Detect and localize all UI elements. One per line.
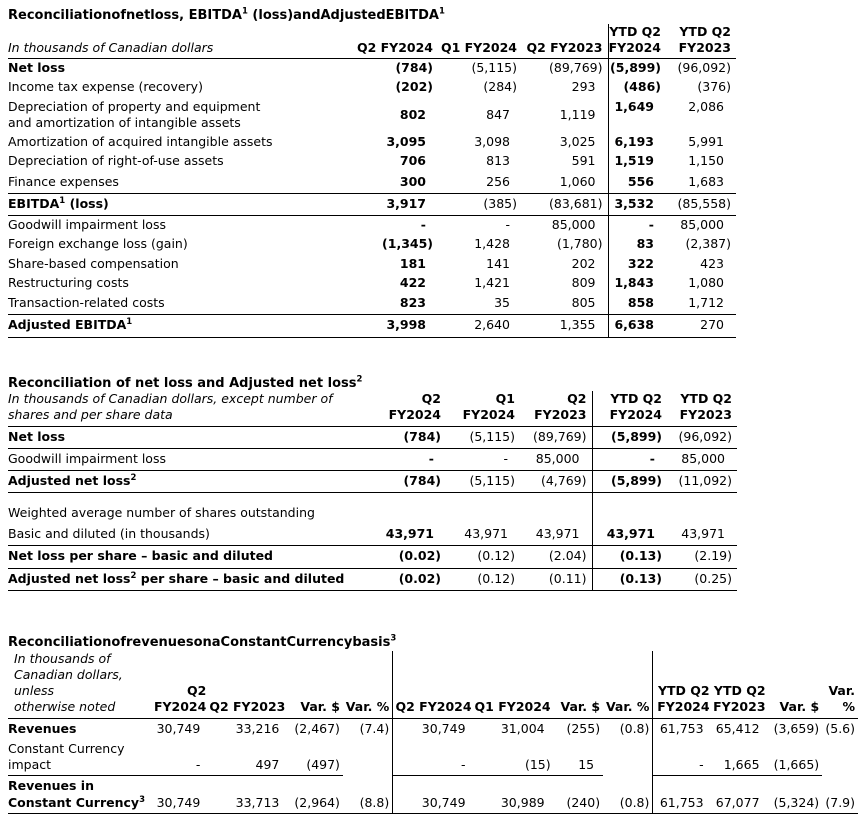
cell: 256 bbox=[438, 172, 522, 194]
row-label: Transaction-related costs bbox=[8, 293, 338, 315]
unit-note: In thousands of Canadian dollars, unless otherwise noted bbox=[8, 651, 150, 719]
table-row bbox=[8, 448, 737, 470]
cell: (11,092) bbox=[667, 471, 737, 493]
cell: 1,843 bbox=[608, 274, 666, 293]
column-header: Var. % bbox=[822, 651, 858, 719]
column-header: Q2 FY2023 bbox=[522, 24, 608, 59]
net-loss-section-title: Reconciliation of net loss and Adjusted net loss$^2$ bbox=[8, 374, 363, 391]
cell bbox=[446, 493, 520, 503]
cell: 31,004 bbox=[500, 720, 545, 736]
cell: 141 bbox=[486, 255, 510, 271]
net-loss-reconciliation-table bbox=[8, 391, 737, 591]
cell: 2,640 bbox=[438, 315, 522, 337]
row-label: Net loss bbox=[8, 60, 66, 76]
cell: 1,649 bbox=[608, 98, 666, 134]
column-header: YTD Q2 FY2024 bbox=[608, 24, 666, 59]
cell: (7.9) bbox=[822, 776, 858, 814]
row-label: Depreciation of right-of-use assets bbox=[8, 153, 224, 169]
cell: 1,519 bbox=[608, 152, 666, 171]
cell: 3,095 bbox=[386, 134, 426, 150]
cell: (2.04) bbox=[520, 546, 592, 568]
ebitda-section-title: Reconciliationofnetloss, EBITDA$^1$ (loss)andAdjustedEBITDA$^1$ bbox=[8, 6, 445, 23]
header-row bbox=[8, 391, 737, 426]
column-header: Q1 FY2024 bbox=[438, 24, 522, 59]
cell: (0.25) bbox=[667, 568, 737, 590]
cell: 43,971 bbox=[520, 524, 592, 546]
cell: 181 bbox=[399, 255, 426, 271]
table-row bbox=[8, 471, 737, 493]
cell: (2.19) bbox=[667, 546, 737, 568]
cell: 85,000 bbox=[680, 217, 724, 233]
table-row bbox=[8, 274, 736, 293]
table-row bbox=[8, 152, 736, 171]
cell bbox=[592, 493, 667, 503]
table-row bbox=[8, 503, 737, 524]
cell: (0.13) bbox=[592, 568, 667, 590]
cell: 1,712 bbox=[666, 293, 736, 315]
cell: (784) bbox=[348, 426, 446, 448]
column-header: YTD Q2 FY2024 bbox=[653, 651, 713, 719]
cell: 67,077 bbox=[713, 776, 769, 814]
row-label: Revenues in Constant Currency$^3$ bbox=[8, 776, 150, 814]
constant-currency-section bbox=[8, 635, 858, 814]
cell: (5,899) bbox=[592, 426, 667, 448]
cell: (376) bbox=[697, 79, 731, 95]
row-label: Finance expenses bbox=[8, 172, 338, 194]
cell bbox=[520, 493, 592, 503]
column-header: Var. % bbox=[343, 651, 393, 719]
row-label: Share-based compensation bbox=[8, 255, 179, 271]
cell: - bbox=[348, 448, 446, 470]
row-label: Revenues bbox=[8, 720, 77, 736]
cell: 43,971 bbox=[592, 524, 667, 546]
cell: 85,000 bbox=[551, 217, 596, 233]
cell: (2,387) bbox=[685, 236, 731, 252]
constant-currency-section-title: ReconciliationofrevenuesonaConstantCurrencybasis$^3$ bbox=[8, 633, 397, 650]
cell: (1,665) bbox=[769, 739, 823, 776]
cell: 6,193 bbox=[608, 133, 666, 152]
cell: (1,345) bbox=[382, 236, 433, 252]
cell: (784) bbox=[348, 471, 446, 493]
cell: - bbox=[420, 217, 426, 233]
cell: 3,998 bbox=[338, 315, 438, 337]
cell: - bbox=[446, 448, 520, 470]
cell: 202 bbox=[571, 255, 596, 271]
net-loss-reconciliation-section bbox=[8, 376, 858, 591]
cell: 1,421 bbox=[474, 274, 510, 290]
cell: (15) bbox=[475, 739, 554, 776]
cell: - bbox=[505, 217, 510, 233]
cell: 322 bbox=[608, 255, 666, 274]
cell: (96,092) bbox=[667, 426, 737, 448]
cell: 33,713 bbox=[209, 776, 288, 814]
column-header: Q1 FY2024 bbox=[475, 651, 554, 719]
table-row bbox=[8, 426, 737, 448]
row-label: Adjusted net loss$^2$ bbox=[8, 471, 348, 493]
column-header: YTD Q2 FY2023 bbox=[666, 24, 736, 59]
table-row bbox=[8, 235, 736, 254]
cell: 30,749 bbox=[156, 720, 201, 736]
table-row bbox=[8, 568, 737, 590]
column-header: YTD Q2 FY2024 bbox=[592, 391, 667, 426]
row-label: Net loss bbox=[8, 426, 348, 448]
cell: - bbox=[150, 739, 210, 776]
cell: (8.8) bbox=[343, 776, 393, 814]
cell: 85,000 bbox=[520, 448, 592, 470]
table-row bbox=[8, 78, 736, 97]
unit-note: In thousands of Canadian dollars, except number of shares and per share data bbox=[8, 391, 348, 426]
table-row bbox=[8, 216, 736, 236]
cell: 847 bbox=[486, 106, 510, 122]
cell bbox=[348, 493, 446, 503]
cell: (0.11) bbox=[520, 568, 592, 590]
header-row bbox=[8, 651, 858, 719]
cell: 3,917 bbox=[338, 193, 438, 215]
cell: (1,780) bbox=[556, 236, 603, 252]
cell: 1,683 bbox=[666, 172, 736, 194]
cell: 35 bbox=[438, 293, 522, 315]
column-header: Q1 FY2024 bbox=[446, 391, 520, 426]
cell: (202) bbox=[395, 79, 433, 95]
table-row bbox=[8, 293, 736, 315]
row-label: Basic and diluted (in thousands) bbox=[8, 524, 348, 546]
table-row bbox=[8, 133, 736, 152]
cell bbox=[343, 739, 393, 776]
row-label: Restructuring costs bbox=[8, 274, 129, 290]
unit-note: In thousands of Canadian dollars bbox=[8, 24, 338, 59]
cell: (0.02) bbox=[348, 568, 446, 590]
row-label: Adjusted EBITDA$^1$ bbox=[8, 315, 338, 337]
cell: 858 bbox=[608, 293, 666, 315]
row-label: EBITDA$^1$ (loss) bbox=[8, 193, 338, 215]
cell: (385) bbox=[438, 193, 522, 215]
cell: (284) bbox=[483, 79, 517, 95]
row-label bbox=[8, 493, 348, 503]
cell: (2,467) bbox=[294, 720, 340, 736]
cell: 85,000 bbox=[667, 448, 737, 470]
table-row bbox=[8, 193, 736, 215]
cell: 6,638 bbox=[608, 315, 666, 337]
cell: (0.02) bbox=[348, 546, 446, 568]
table-row bbox=[8, 739, 858, 776]
cell bbox=[348, 503, 446, 524]
cell: - bbox=[393, 739, 475, 776]
table-row bbox=[8, 524, 737, 546]
column-header: Q2 FY2024 bbox=[348, 391, 446, 426]
cell: (7.4) bbox=[359, 720, 390, 736]
column-header: YTD Q2 FY2023 bbox=[713, 651, 769, 719]
cell: 1,355 bbox=[522, 315, 608, 337]
ebitda-reconciliation-section bbox=[8, 8, 858, 338]
cell bbox=[667, 493, 737, 503]
cell: 3,532 bbox=[608, 193, 666, 215]
cell: (5,115) bbox=[471, 60, 517, 76]
cell: - bbox=[608, 216, 666, 236]
cell bbox=[592, 503, 667, 524]
cell: 813 bbox=[486, 153, 510, 169]
cell: (0.8) bbox=[619, 720, 650, 736]
row-label: Adjusted net loss$^2$ per share – basic and diluted bbox=[8, 568, 348, 590]
cell: 30,749 bbox=[393, 776, 475, 814]
cell: (0.13) bbox=[592, 546, 667, 568]
cell: 33,216 bbox=[235, 720, 280, 736]
cell: 422 bbox=[399, 274, 426, 290]
cell: 30,749 bbox=[150, 776, 210, 814]
cell: 15 bbox=[554, 739, 603, 776]
cell: (3,659) bbox=[773, 720, 820, 736]
cell: (96,092) bbox=[677, 60, 731, 76]
cell: (0.8) bbox=[603, 776, 653, 814]
row-label: Goodwill impairment loss bbox=[8, 217, 166, 233]
cell: 293 bbox=[571, 79, 596, 95]
cell bbox=[446, 503, 520, 524]
cell: (83,681) bbox=[522, 193, 608, 215]
cell: 30,749 bbox=[393, 718, 475, 739]
cell: (89,769) bbox=[549, 60, 603, 76]
column-header: YTD Q2 FY2023 bbox=[667, 391, 737, 426]
row-label: Weighted average number of shares outstanding bbox=[8, 504, 315, 520]
cell: (0.12) bbox=[446, 546, 520, 568]
cell: 61,753 bbox=[653, 776, 713, 814]
column-header: Var. $ bbox=[288, 651, 343, 719]
cell: 706 bbox=[399, 153, 426, 169]
cell: 83 bbox=[608, 235, 666, 254]
cell: (5,324) bbox=[769, 776, 823, 814]
cell: 1,080 bbox=[688, 274, 724, 290]
row-label: Constant Currency impact bbox=[8, 739, 150, 776]
row-label: Net loss per share – basic and diluted bbox=[8, 546, 348, 568]
cell: (486) bbox=[608, 78, 666, 97]
row-label: Income tax expense (recovery) bbox=[8, 79, 203, 95]
cell: 1,150 bbox=[688, 153, 724, 169]
ebitda-reconciliation-table bbox=[8, 24, 736, 338]
column-header: Var. % bbox=[603, 651, 653, 719]
cell: - bbox=[592, 448, 667, 470]
cell: 43,971 bbox=[667, 524, 737, 546]
cell: (240) bbox=[554, 776, 603, 814]
table-row bbox=[8, 255, 736, 274]
cell: (5,899) bbox=[592, 471, 667, 493]
table-row bbox=[8, 546, 737, 568]
table-row bbox=[8, 315, 736, 337]
cell: 3,025 bbox=[559, 134, 596, 150]
cell: (0.12) bbox=[446, 568, 520, 590]
row-label: Foreign exchange loss (gain) bbox=[8, 236, 188, 252]
cell: 423 bbox=[700, 255, 724, 271]
table-row bbox=[8, 98, 736, 134]
cell: 300 bbox=[338, 172, 438, 194]
cell: (5.6) bbox=[825, 720, 855, 736]
cell: 809 bbox=[571, 274, 596, 290]
cell bbox=[822, 739, 858, 776]
column-header: Var. $ bbox=[554, 651, 603, 719]
cell: 5,991 bbox=[688, 134, 724, 150]
cell: 1,665 bbox=[713, 739, 769, 776]
row-label: Depreciation of property and equipment and amortization of intangible assets bbox=[8, 98, 261, 130]
column-header: Q2 FY2024 bbox=[393, 651, 475, 719]
cell bbox=[667, 503, 737, 524]
table-row bbox=[8, 172, 736, 194]
cell: 591 bbox=[571, 153, 596, 169]
column-header: Var. $ bbox=[769, 651, 823, 719]
cell: 1,428 bbox=[474, 236, 510, 252]
cell: 43,971 bbox=[446, 524, 520, 546]
cell: (4,769) bbox=[520, 471, 592, 493]
cell: (89,769) bbox=[520, 426, 592, 448]
cell: (2,964) bbox=[288, 776, 343, 814]
cell: 30,989 bbox=[475, 776, 554, 814]
constant-currency-table bbox=[8, 651, 858, 814]
cell: (5,115) bbox=[446, 426, 520, 448]
spacer-row bbox=[8, 493, 737, 503]
cell: 43,971 bbox=[348, 524, 446, 546]
cell: 802 bbox=[399, 106, 426, 122]
cell: 270 bbox=[666, 315, 736, 337]
row-label: Goodwill impairment loss bbox=[8, 448, 348, 470]
cell bbox=[520, 503, 592, 524]
table-row bbox=[8, 776, 858, 814]
cell: 556 bbox=[608, 172, 666, 194]
cell: (255) bbox=[566, 720, 601, 736]
cell: (784) bbox=[395, 60, 433, 76]
column-header: Q2 FY2024 bbox=[150, 651, 210, 719]
cell: 1,119 bbox=[559, 106, 596, 122]
cell: (497) bbox=[288, 739, 343, 776]
cell: 2,086 bbox=[688, 98, 724, 114]
cell: (5,115) bbox=[446, 471, 520, 493]
cell: 497 bbox=[209, 739, 288, 776]
cell: 65,412 bbox=[715, 720, 760, 736]
column-header: Q2 FY2024 bbox=[338, 24, 438, 59]
cell: - bbox=[653, 739, 713, 776]
cell bbox=[603, 739, 653, 776]
table-row bbox=[8, 718, 858, 739]
table-row bbox=[8, 59, 736, 79]
cell: 805 bbox=[522, 293, 608, 315]
cell: 3,098 bbox=[474, 134, 510, 150]
cell: (5,899) bbox=[608, 59, 666, 79]
cell: 823 bbox=[338, 293, 438, 315]
cell: 1,060 bbox=[522, 172, 608, 194]
header-row bbox=[8, 24, 736, 59]
cell: (85,558) bbox=[666, 193, 736, 215]
column-header: Q2 FY2023 bbox=[520, 391, 592, 426]
cell: 61,753 bbox=[653, 718, 713, 739]
row-label: Amortization of acquired intangible assets bbox=[8, 134, 273, 150]
column-header: Q2 FY2023 bbox=[209, 651, 288, 719]
